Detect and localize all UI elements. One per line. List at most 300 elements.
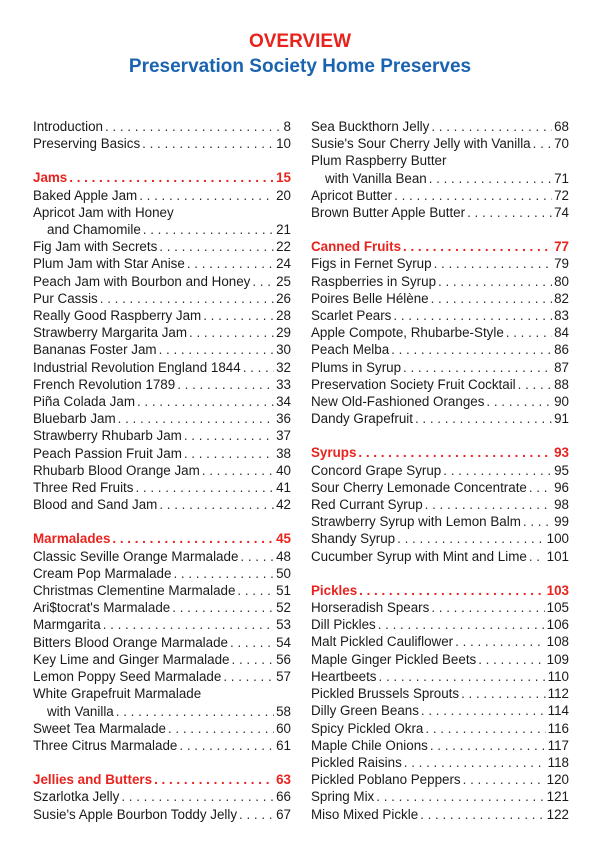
dot-leader [415,410,552,427]
toc-page-number: 83 [554,308,569,324]
toc-entry-title: Shandy Syrup [311,531,396,547]
dot-leader [478,651,544,668]
toc-entry-title: Fig Jam with Secrets [33,239,158,255]
dot-leader [434,255,553,272]
toc-page-number: 86 [554,342,569,358]
toc-entry-title: and Chamomile [47,222,141,238]
toc-page-number: 74 [554,205,569,221]
toc-entry-title: Peach Passion Fruit Jam [33,445,182,461]
toc-entry [311,462,569,479]
toc-entry [311,599,569,616]
toc-entry-title: Preservation Society Fruit Cocktail [311,376,516,392]
toc-page-number: 100 [546,531,569,547]
toc-entry-title: Bitters Blood Orange Marmalade [33,634,229,650]
dot-leader [461,685,546,702]
toc-entry [33,118,291,135]
toc-entry-title: Bluebarb Jam [33,411,116,427]
toc-page-number: 38 [276,445,291,461]
dot-leader [425,496,552,513]
toc-entry [33,668,291,685]
toc-entry-title: Heartbeets [311,668,377,684]
toc-page-number: 68 [554,119,569,134]
toc-entry-title: Horseradish Spears [311,600,430,616]
toc-entry [311,702,569,719]
toc-entry-title: Szarlotka Jelly [33,789,120,805]
toc-entry-title: Pickled Brussels Sprouts [311,686,460,702]
dot-leader [529,548,545,565]
toc-entry-title: Canned Fruits [311,239,402,255]
dot-leader [243,359,274,376]
toc-page-number: 112 [547,686,569,702]
toc-entry-title: Plums in Syrup [311,359,402,375]
toc-entry-title: Apricot Butter [311,187,393,203]
dot-leader [393,307,552,324]
toc-entry-title: Ari$tocrat's Marmalade [33,600,171,616]
dot-leader [376,788,544,805]
toc-entry [33,737,291,754]
dot-leader [404,754,546,771]
toc-page-number: 57 [276,669,291,685]
toc-entry [311,307,569,324]
dot-leader [523,513,552,530]
dot-leader [203,307,274,324]
toc-page-number: 103 [546,582,569,598]
toc-entry [311,273,569,290]
toc-entry-title: Scarlet Pears [311,308,392,324]
toc-entry [33,324,291,341]
toc-page-number: 101 [546,548,569,564]
dot-leader [529,479,552,496]
toc-page-number: 10 [276,136,291,152]
toc-page-number: 106 [546,617,569,633]
toc-page-number: 95 [554,462,569,478]
dot-leader [179,737,274,754]
dot-leader [100,290,274,307]
dot-leader [252,273,274,290]
dot-leader [159,496,274,513]
toc-page-number: 116 [547,720,569,736]
section-spacer [33,754,291,771]
toc-entry [33,255,291,272]
toc-entry [311,737,569,754]
toc-page-number: 34 [276,394,291,410]
dot-leader [455,633,545,650]
page-header [0,30,600,79]
toc-page-number: 120 [546,772,569,788]
dot-leader [438,273,552,290]
toc-entry [311,496,569,513]
toc-entry-title: Figs in Fernet Syrup [311,256,432,272]
dot-leader [177,376,274,393]
dot-leader [431,290,552,307]
toc-page-number: 79 [554,256,569,272]
toc-entry-title: Dilly Green Beans [311,703,419,719]
toc-column-left [33,118,291,823]
toc-entry-title: Sea Buckthorn Jelly [311,119,430,134]
toc-entry-title: Piña Colada Jam [33,394,135,410]
toc-entry-title: Bananas Foster Jam [33,342,157,358]
dot-leader [118,410,274,427]
toc-page-number: 36 [276,411,291,427]
toc-entry-title: Peach Melba [311,342,390,358]
toc-entry [311,806,569,823]
toc-entry [33,427,291,444]
dot-leader [379,668,546,685]
toc-section-heading [311,582,569,599]
toc-entry-title: Pur Cassis [33,290,98,306]
dot-leader [187,255,274,272]
dot-leader [421,702,546,719]
toc-page-number: 122 [546,806,569,822]
toc-entry-title: Strawberry Syrup with Lemon Balm [311,514,521,530]
toc-entry [311,290,569,307]
dot-leader [116,703,274,720]
dot-leader [202,462,274,479]
toc-entry-title: Spring Mix [311,789,375,805]
toc-entry-title: Really Good Raspberry Jam [33,308,202,324]
toc-entry [33,238,291,255]
toc-page-number: 58 [276,703,291,719]
toc-entry-title: Sweet Tea Marmalade [33,720,166,736]
dot-leader [137,393,274,410]
toc-entry [311,754,569,771]
toc-entry-title: Lemon Poppy Seed Marmalade [33,669,222,685]
toc-entry [33,651,291,668]
dot-leader [431,599,544,616]
dot-leader [430,737,546,754]
toc-entry-title: Dill Pickles [311,617,376,633]
dot-leader [429,170,552,187]
toc-entry-title: Marmalades [33,531,111,547]
dot-leader [184,445,274,462]
dot-leader [223,668,274,685]
toc-page-number: 40 [276,462,291,478]
dot-leader [359,582,544,599]
toc-page-number: 56 [276,651,291,667]
dot-leader [154,771,274,788]
toc-entry-title: Jellies and Butters [33,772,153,788]
toc-column-right [311,118,569,823]
toc-entry-title-line: White Grapefruit Marmalade [33,686,202,702]
toc-entry [311,720,569,737]
toc-entry-title: Three Red Fruits [33,480,134,496]
toc-entry [311,187,569,204]
toc-section-heading [33,169,291,186]
toc-entry [311,324,569,341]
toc-page-number: 109 [546,651,569,667]
toc-entry [33,582,291,599]
section-spacer [311,565,569,582]
toc-page-number: 61 [276,737,291,753]
toc-entry [311,359,569,376]
toc-entry [311,530,569,547]
toc-entry-title: Maple Chile Onions [311,737,428,753]
toc-entry-title: Maple Ginger Pickled Beets [311,651,477,667]
toc-page-number: 42 [276,497,291,513]
toc-entry-title: Blood and Sand Jam [33,497,158,513]
toc-page-number: 25 [276,273,291,289]
toc-entry-title: with Vanilla Bean [325,170,427,186]
toc-page-number: 90 [554,394,569,410]
dot-leader [237,582,274,599]
dot-leader [420,806,545,823]
dot-leader [232,651,275,668]
toc-page-number: 33 [276,376,291,392]
toc-entry [33,393,291,410]
toc-entry [311,513,569,530]
toc-entry-title: Three Citrus Marmalade [33,737,178,753]
toc-page-number: 96 [554,479,569,495]
toc-entry [33,548,291,565]
dot-leader [103,616,274,633]
dot-leader [518,376,552,393]
toc-entry [33,720,291,737]
dot-leader [391,341,552,358]
dot-leader [159,238,274,255]
toc-entry [311,616,569,633]
dot-leader [184,427,274,444]
toc-page-number: 117 [547,737,569,753]
toc-page-number: 121 [546,789,569,805]
toc-entry [33,496,291,513]
dot-leader [425,720,545,737]
toc-page-number: 52 [276,600,291,616]
toc-entry-title: Baked Apple Jam [33,187,138,203]
toc-section-heading [33,771,291,788]
toc-page-number: 41 [276,480,291,496]
toc-page-number: 24 [276,256,291,272]
toc-entry [311,651,569,668]
toc-page-number: 80 [554,273,569,289]
toc-entry [311,633,569,650]
toc-page-number: 60 [276,720,291,736]
toc-entry-title-line: Plum Raspberry Butter [311,153,447,169]
toc-page-number: 32 [276,359,291,375]
toc-entry [33,599,291,616]
toc-entry [311,393,569,410]
toc-page-number: 67 [276,806,291,822]
toc-page-number: 29 [276,325,291,341]
dot-leader [394,187,552,204]
dot-leader [173,565,274,582]
section-spacer [311,427,569,444]
toc-entry-title: Susie's Sour Cherry Jelly with Vanilla [311,136,531,152]
toc-page-number: 84 [554,325,569,341]
dot-leader [121,788,274,805]
toc-entry-title: Cucumber Syrup with Mint and Lime [311,548,527,564]
toc-entry [311,668,569,685]
toc-entry [33,634,291,651]
toc-entry [33,135,291,152]
toc-entry-title: Preserving Basics [33,136,141,152]
toc-entry [33,273,291,290]
toc-entry-title: Red Currant Syrup [311,497,423,513]
dot-leader [159,341,275,358]
toc-entry-title: Malt Pickled Cauliflower [311,634,454,650]
toc-entry [33,341,291,358]
toc-page-number: 98 [554,497,569,513]
toc-section-heading [311,444,569,461]
toc-entry-title: Pickled Poblano Peppers [311,772,461,788]
toc-entry [311,410,569,427]
toc-page-number: 50 [276,565,291,581]
section-spacer [311,221,569,238]
page-title: OVERVIEW [248,31,352,52]
toc-entry [33,806,291,823]
toc-page-number: 26 [276,290,291,306]
toc-page-number: 118 [547,754,569,770]
dot-leader [358,444,552,461]
toc-entry-title: Miso Mixed Pickle [311,806,419,822]
dot-leader [239,806,274,823]
dot-leader [105,118,282,135]
toc-entry-title: Concord Grape Syrup [311,462,442,478]
toc-entry [33,462,291,479]
toc-entry [33,616,291,633]
toc-entry [311,255,569,272]
toc-entry [311,135,569,152]
dot-leader [230,634,274,651]
toc-page-number: 88 [554,376,569,392]
toc-page-number: 110 [547,668,569,684]
toc-entry [33,479,291,496]
dot-leader [135,479,274,496]
toc-entry-title: Spicy Pickled Okra [311,720,424,736]
toc-entry [33,307,291,324]
toc-page-number: 114 [547,703,569,719]
toc-entry-title: Classic Seville Orange Marmalade [33,548,239,564]
dot-leader [168,720,274,737]
toc-entry [311,204,569,221]
toc-page-number: 15 [276,170,291,186]
toc-entry-title: Dandy Grapefruit [311,411,413,427]
toc-entry-title: Plum Jam with Star Anise [33,256,185,272]
section-spacer [33,513,291,530]
toc-entry [311,376,569,393]
dot-leader [486,393,552,410]
toc-page-number: 87 [554,359,569,375]
toc-entry [311,685,569,702]
toc-entry [33,221,291,238]
toc-entry-title: Jams [33,170,68,186]
toc-page-number: 37 [276,428,291,444]
toc-entry-title: Cream Pop Marmalade [33,565,172,581]
toc-entry-title: Poires Belle Hélène [311,290,429,306]
dot-leader [403,359,552,376]
toc-entry [33,565,291,582]
dot-leader [142,135,274,152]
toc-entry [311,341,569,358]
toc-entry [33,359,291,376]
toc-page-number: 66 [276,789,291,805]
toc-section-heading [311,238,569,255]
dot-leader [506,324,552,341]
toc-entry [311,479,569,496]
toc-entry-title: Raspberries in Syrup [311,273,437,289]
dot-leader [172,599,274,616]
toc-entry-title: Pickled Raisins [311,754,402,770]
toc-page-number: 91 [554,411,569,427]
toc-entry-title: Introduction [33,119,103,134]
dot-leader [112,530,274,547]
toc-entry [33,703,291,720]
toc-entry [33,445,291,462]
toc-page-number: 48 [276,548,291,564]
toc-entry-title: Peach Jam with Bourbon and Honey [33,273,251,289]
toc-entry [33,290,291,307]
toc-entry-title: Susie's Apple Bourbon Toddy Jelly [33,806,238,822]
toc-page-number: 51 [276,583,291,599]
dot-leader [467,204,552,221]
toc-entry [311,548,569,565]
toc-entry-title: Pickles [311,582,358,598]
section-spacer [33,152,291,169]
toc-page-number: 99 [554,514,569,530]
toc-entry [311,788,569,805]
toc-page-number: 93 [554,445,569,461]
toc-page-number: 8 [283,119,291,134]
toc-entry [33,410,291,427]
toc-page-number: 82 [554,290,569,306]
toc-page-number: 30 [276,342,291,358]
dot-leader [143,221,274,238]
toc-entry-title: Strawberry Margarita Jam [33,325,188,341]
toc-page-number: 72 [554,187,569,203]
toc-entry-title: French Revolution 1789 [33,376,176,392]
dot-leader [463,771,545,788]
dot-leader [378,616,545,633]
dot-leader [533,135,552,152]
toc-entry [311,118,569,135]
toc-entry-title: Rhubarb Blood Orange Jam [33,462,200,478]
toc-entry-title: Brown Butter Apple Butter [311,205,466,221]
toc-page-number: 45 [276,531,291,547]
toc-entry-title: Christmas Clementine Marmalade [33,583,236,599]
toc-section-heading [33,530,291,547]
toc-page-number: 53 [276,617,291,633]
toc-entry-title: Apple Compote, Rhubarbe-Style [311,325,504,341]
toc-page-number: 71 [554,170,569,186]
toc-entry [311,771,569,788]
dot-leader [189,324,274,341]
toc-entry-title-line: Apricot Jam with Honey [33,204,174,220]
toc-page-number: 21 [276,222,291,238]
toc-page-number: 54 [276,634,291,650]
dot-leader [443,462,552,479]
dot-leader [403,238,552,255]
toc-page-number: 70 [554,136,569,152]
dot-leader [431,118,552,135]
dot-leader [240,548,274,565]
toc-page-number: 77 [554,239,569,255]
toc-entry-title: Industrial Revolution England 1844 [33,359,241,375]
toc-entry-title: New Old-Fashioned Oranges [311,394,485,410]
toc-entry [33,788,291,805]
toc-entry [33,187,291,204]
toc-entry-title: Key Lime and Ginger Marmalade [33,651,230,667]
toc-entry [33,376,291,393]
toc-page-number: 105 [546,600,569,616]
toc-entry-title: Syrups [311,445,357,461]
dot-leader [397,530,545,547]
dot-leader [139,187,274,204]
toc-page-number: 22 [276,239,291,255]
dot-leader [69,169,274,186]
page-subtitle: Preservation Society Home Preserves [128,56,472,77]
toc-entry [311,170,569,187]
toc-page-number: 20 [276,187,291,203]
toc-page-number: 63 [276,772,291,788]
